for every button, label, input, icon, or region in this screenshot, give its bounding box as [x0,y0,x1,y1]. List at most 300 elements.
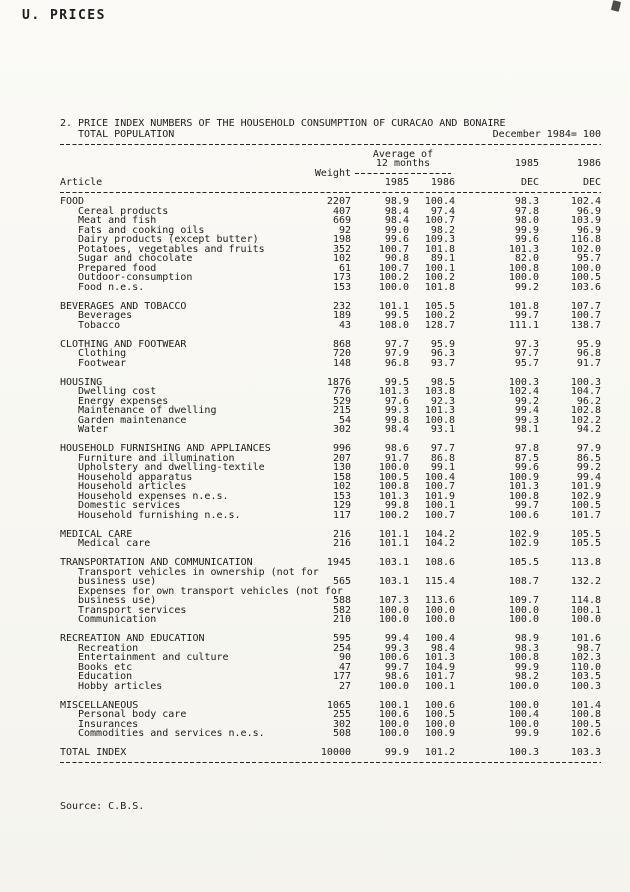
weight-cell: 216 [332,528,351,540]
weight-cell: 102 [332,481,351,492]
dec-1985-cell: 101.3 [508,481,539,492]
dec-1985-cell: 100.8 [508,490,539,502]
dec-1986-cell: 101.6 [570,633,601,644]
avg-1985-cell: 97.9 [384,348,409,359]
avg-1986-cell: 100.5 [424,709,455,720]
avg-1986-cell: 100.0 [424,614,455,625]
avg-1986-header: 1986 [430,177,455,188]
avg-1985-cell: 101.3 [378,490,409,502]
article-cell: BEVERAGES AND TOBACCO [60,300,187,312]
article-cell: Transport vehicles in ownership (not for [78,566,319,578]
avg-1986-cell: 128.7 [424,319,455,331]
dec-1986-cell: 101.7 [570,509,601,521]
avg-1985-cell: 101.1 [378,528,409,540]
weight-cell: 215 [332,405,351,416]
article-cell: Meat and fish [78,215,157,226]
avg-1985-cell: 99.9 [384,747,409,758]
avg-1986-cell: 104.2 [424,538,455,549]
dec-1986-cell: 100.5 [570,272,601,283]
dec-1985-header: DEC [520,177,539,188]
avg-1985-cell: 100.0 [378,604,409,616]
avg-1986-cell: 115.4 [424,576,455,587]
dec-1985-cell: 87.5 [514,452,539,464]
dec-1986-cell: 95.9 [576,338,601,350]
dec-1985-cell: 105.5 [508,557,539,568]
weight-cell: 407 [332,205,351,217]
dec-1985-cell: 99.2 [514,395,539,407]
dec-1986-cell: 103.5 [570,671,601,682]
dec-1986-cell: 100.5 [570,718,601,730]
avg-1986-cell: 89.1 [430,253,455,264]
avg-1986-cell: 99.1 [430,462,455,473]
dec-1985-cell: 97.7 [514,348,539,359]
weight-cell: 595 [332,633,351,644]
weight-cell: 776 [332,386,351,397]
avg-1985-cell: 100.0 [378,614,409,625]
avg-1985-cell: 98.9 [384,196,409,207]
article-cell: RECREATION AND EDUCATION [60,633,205,644]
dec-1986-cell: 104.7 [570,386,601,397]
avg-1985-cell: 108.0 [378,319,409,331]
avg-1985-cell: 100.0 [378,728,409,739]
dec-1986-year-header: 1986 [576,158,601,169]
table-row [60,359,601,369]
avg-1985-cell: 100.2 [378,272,409,283]
avg-1985-cell: 99.3 [384,642,409,654]
dec-1986-cell: 100.1 [570,604,601,616]
article-cell: Food n.e.s. [78,281,145,293]
avg-1985-cell: 97.7 [384,338,409,350]
dec-1985-cell: 100.0 [508,718,539,730]
weight-cell: 173 [332,272,351,283]
avg-1986-cell: 104.9 [424,661,455,673]
dec-1986-cell: 102.2 [570,414,601,426]
dec-1986-cell: 105.5 [570,538,601,549]
avg-1985-cell: 99.5 [384,310,409,321]
weight-cell: 868 [332,338,351,350]
avg-1986-cell: 100.1 [424,680,455,692]
article-cell: business use) [78,576,157,587]
table-row [60,539,601,549]
avg-1986-cell: 97.4 [430,205,455,217]
avg-1985-cell: 99.3 [384,405,409,416]
dec-1985-cell: 100.3 [508,376,539,388]
avg-1986-cell: 100.7 [424,215,455,226]
article-cell: Expenses for own transport vehicles (not for [78,585,343,597]
dec-1985-cell: 100.8 [508,262,539,274]
dec-1985-cell: 99.9 [514,728,539,739]
avg-1985-cell: 100.1 [378,699,409,711]
article-cell: Household apparatus [78,471,193,483]
dec-1985-cell: 99.4 [514,405,539,416]
avg-1986-cell: 105.5 [424,300,455,312]
article-cell: Upholstery and dwelling-textile [78,462,265,473]
avg-1985-cell: 100.2 [378,509,409,521]
weight-cell: 255 [332,709,351,720]
avg-1986-cell: 100.7 [424,481,455,492]
avg-1985-cell: 100.7 [378,243,409,255]
avg-1986-cell: 95.9 [430,338,455,350]
dec-1986-cell: 103.9 [570,215,601,226]
dec-1985-cell: 100.0 [508,699,539,711]
dec-1986-cell: 102.0 [570,243,601,255]
article-cell: Commodities and services n.e.s. [78,728,265,739]
article-cell: MEDICAL CARE [60,528,133,540]
avg-1985-cell: 99.8 [384,414,409,426]
avg-1986-cell: 100.2 [424,310,455,321]
weight-cell: 720 [332,348,351,359]
weight-cell: 996 [332,443,351,454]
dec-1985-cell: 98.3 [514,642,539,654]
avg-1986-cell: 93.7 [430,357,455,369]
dec-1985-cell: 102.9 [508,528,539,540]
dec-1986-cell: 101.9 [570,481,601,492]
article-cell: Maintenance of dwelling [78,405,217,416]
weight-column-header: Weight [314,167,351,179]
weight-cell: 1065 [326,699,351,711]
avg-1985-cell: 99.5 [384,376,409,388]
weight-cell: 302 [332,424,351,435]
avg-1985-cell: 91.7 [384,452,409,464]
table-row [60,615,601,625]
weight-cell: 153 [332,281,351,293]
article-cell: Garden maintenance [78,414,187,426]
article-cell: Insurances [78,718,139,730]
dec-1986-cell: 97.9 [576,443,601,454]
avg-1986-cell: 97.7 [430,443,455,454]
weight-cell: 302 [332,718,351,730]
dec-1986-cell: 86.5 [576,452,601,464]
avg-1985-cell: 90.8 [384,253,409,264]
weight-cell: 565 [332,576,351,587]
article-cell: TRANSPORTATION AND COMMUNICATION [60,557,253,568]
article-cell: Potatoes, vegetables and fruits [78,243,265,255]
avg-1985-cell: 100.8 [378,481,409,492]
avg-1985-cell: 101.1 [378,300,409,312]
weight-cell: 27 [338,680,351,692]
article-cell: HOUSING [60,376,103,388]
dec-1985-cell: 99.2 [514,281,539,293]
dec-1986-cell: 103.3 [570,747,601,758]
dec-1985-year-header: 1985 [514,158,539,169]
avg-1985-cell: 98.6 [384,671,409,682]
avg-1986-cell: 92.3 [430,395,455,407]
dec-1985-cell: 100.4 [508,709,539,720]
weight-cell: 508 [332,728,351,739]
table-row [60,321,601,331]
article-cell: Domestic services [78,500,181,511]
scan-artifact-mark [611,0,621,12]
article-cell: Footwear [78,357,127,369]
dec-1986-cell: 102.4 [570,196,601,207]
table-title-text: 2. PRICE INDEX NUMBERS OF THE HOUSEHOLD CONSUMPTION OF CURACAO AND BONAIRE [60,118,506,129]
base-period-note: December 1984= 100 [492,128,601,140]
dec-1986-cell: 105.5 [570,528,601,540]
dec-1986-cell: 100.5 [570,500,601,511]
article-cell: Dwelling cost [78,386,157,397]
article-cell: Household furnishing n.e.s. [78,509,241,521]
article-cell: Household articles [78,481,187,492]
weight-cell: 2207 [326,196,351,207]
avg-1985-cell: 100.5 [378,471,409,483]
article-cell: Cereal products [78,205,169,217]
avg-1985-cell: 100.7 [378,262,409,274]
weight-cell: 207 [332,452,351,464]
dec-1986-cell: 100.3 [570,680,601,692]
dec-1986-cell: 132.2 [570,576,601,587]
article-cell: Communication [78,614,157,625]
dec-1985-cell: 100.0 [508,604,539,616]
article-cell: Entertainment and culture [78,652,229,663]
article-cell: Tobacco [78,319,121,331]
weight-cell: 1876 [326,376,351,388]
avg-1986-cell: 103.8 [424,386,455,397]
weight-cell: 177 [332,671,351,682]
divider [60,758,601,768]
source-note: Source: C.B.S. [60,801,145,812]
avg-1985-cell: 101.1 [378,538,409,549]
weight-cell: 1945 [326,557,351,568]
avg-1986-cell: 100.0 [424,718,455,730]
table-subtitle-text: TOTAL POPULATION [78,128,175,140]
dec-1985-cell: 98.3 [514,196,539,207]
article-cell: Recreation [78,642,139,654]
dec-1985-cell: 99.9 [514,661,539,673]
avg-1985-cell: 99.0 [384,224,409,236]
dec-1985-cell: 99.7 [514,500,539,511]
avg-1986-cell: 108.6 [424,557,455,568]
avg-1986-cell: 109.3 [424,234,455,245]
avg-1986-cell: 101.3 [424,652,455,663]
avg-1986-cell: 100.4 [424,633,455,644]
dec-1985-cell: 100.6 [508,509,539,521]
dec-1985-cell: 102.4 [508,386,539,397]
avg-1986-cell: 100.4 [424,471,455,483]
avg-1985-cell: 98.4 [384,424,409,435]
avg-1986-cell: 100.0 [424,604,455,616]
avg-1986-cell: 101.3 [424,405,455,416]
dec-1986-cell: 102.8 [570,405,601,416]
article-cell: Sugar and chocolate [78,253,193,264]
avg-1986-cell: 101.8 [424,281,455,293]
dec-1985-cell: 99.7 [514,310,539,321]
dec-1985-cell: 98.1 [514,424,539,435]
avg-group-underline [351,169,455,179]
avg-1986-cell: 86.8 [430,452,455,464]
dec-1986-header: DEC [582,177,601,188]
avg-1986-cell: 98.4 [430,642,455,654]
weight-cell: 153 [332,490,351,502]
avg-1985-cell: 96.8 [384,357,409,369]
dec-1985-cell: 99.3 [514,414,539,426]
dec-1986-cell: 95.7 [576,253,601,264]
divider [60,188,601,198]
avg-1986-cell: 100.4 [424,196,455,207]
weight-cell: 529 [332,395,351,407]
table-title-line1 [60,119,601,130]
dec-1985-cell: 97.8 [514,443,539,454]
weight-cell: 232 [332,300,351,312]
article-cell: Transport services [78,604,187,616]
dec-1985-cell: 100.0 [508,680,539,692]
dec-1985-cell: 108.7 [508,576,539,587]
avg-1985-cell: 100.6 [378,652,409,663]
avg-1986-cell: 96.3 [430,348,455,359]
weight-cell: 582 [332,604,351,616]
article-cell: Medical care [78,538,151,549]
table-row [60,729,601,739]
weight-cell: 352 [332,243,351,255]
article-cell: Personal body care [78,709,187,720]
dec-1985-cell: 100.3 [508,747,539,758]
weight-cell: 198 [332,234,351,245]
weight-cell: 216 [332,538,351,549]
dec-1986-cell: 98.7 [576,642,601,654]
dec-1986-cell: 94.2 [576,424,601,435]
avg-1986-cell: 101.9 [424,490,455,502]
dec-1985-cell: 102.9 [508,538,539,549]
avg-1986-cell: 100.6 [424,699,455,711]
article-cell: Fats and cooking oils [78,224,205,236]
weight-cell: 158 [332,471,351,483]
article-cell: business use) [78,595,157,606]
dec-1986-cell: 102.6 [570,728,601,739]
dec-1986-cell: 100.0 [570,262,601,274]
avg-1985-header: 1985 [384,177,409,188]
avg-1986-cell: 101.8 [424,243,455,255]
dec-1985-cell: 111.1 [508,319,539,331]
article-cell: CLOTHING AND FOOTWEAR [60,338,187,350]
avg-1985-cell: 99.7 [384,661,409,673]
avg-1985-cell: 98.6 [384,443,409,454]
dec-1986-cell: 103.6 [570,281,601,293]
table-row [60,425,601,435]
weight-cell: 90 [338,652,351,663]
dec-1985-cell: 101.3 [508,243,539,255]
price-index-table [60,119,601,812]
avg-group-header-line1: Average of [372,148,434,160]
dec-1986-cell: 100.7 [570,310,601,321]
avg-1985-cell: 97.6 [384,395,409,407]
avg-1986-cell: 100.1 [424,262,455,274]
dec-1986-cell: 96.8 [576,348,601,359]
dec-1986-cell: 116.8 [570,234,601,245]
article-cell: Dairy products (except butter) [78,234,259,245]
dec-1985-cell: 95.7 [514,357,539,369]
dec-1985-cell: 109.7 [508,595,539,606]
weight-cell: 61 [338,262,351,274]
article-cell: TOTAL INDEX [60,747,127,758]
weight-cell: 148 [332,357,351,369]
avg-1986-cell: 93.1 [430,424,455,435]
dec-1986-cell: 114.8 [570,595,601,606]
dec-1986-cell: 102.9 [570,490,601,502]
dec-1985-cell: 98.2 [514,671,539,682]
dec-1986-cell: 138.7 [570,319,601,331]
table-body [60,197,601,758]
avg-1985-cell: 100.6 [378,709,409,720]
avg-1986-cell: 100.8 [424,414,455,426]
avg-1985-cell: 99.6 [384,234,409,245]
article-cell: FOOD [60,196,85,207]
avg-1985-cell: 100.0 [378,281,409,293]
article-cell: Books etc [78,661,133,673]
article-cell: Hobby articles [78,680,163,692]
dec-1985-cell: 99.9 [514,224,539,236]
avg-1986-cell: 100.1 [424,500,455,511]
avg-1986-cell: 113.6 [424,595,455,606]
article-cell: Clothing [78,348,127,359]
avg-1985-cell: 98.4 [384,205,409,217]
table-row [60,682,601,692]
weight-cell: 130 [332,462,351,473]
header-row-4 [60,178,601,188]
avg-1985-cell: 100.0 [378,462,409,473]
article-cell: Outdoor-consumption [78,272,193,283]
weight-cell: 117 [332,509,351,521]
avg-group-header-line2: 12 months [375,158,431,169]
divider [60,140,601,150]
dec-1985-cell: 82.0 [514,253,539,264]
weight-cell: 588 [332,595,351,606]
dec-1986-cell: 100.0 [570,614,601,625]
weight-cell: 102 [332,253,351,264]
weight-cell: 43 [338,319,351,331]
avg-1985-cell: 100.0 [378,680,409,692]
avg-1986-cell: 98.5 [430,376,455,388]
article-cell: MISCELLANEOUS [60,699,139,711]
avg-1986-cell: 100.2 [424,272,455,283]
dec-1986-cell: 110.0 [570,661,601,673]
dec-1986-cell: 107.7 [570,300,601,312]
avg-1985-cell: 98.4 [384,215,409,226]
article-cell: Prepared food [78,262,157,274]
dec-1985-cell: 97.8 [514,205,539,217]
dec-1985-cell: 98.0 [514,215,539,226]
avg-1985-cell: 103.1 [378,576,409,587]
article-cell: Beverages [78,310,133,321]
weight-cell: 10000 [320,747,351,758]
dec-1986-cell: 99.2 [576,462,601,473]
dec-1986-cell: 96.9 [576,224,601,236]
article-column-header: Article [60,177,103,188]
dec-1985-cell: 100.9 [508,471,539,483]
avg-1985-cell: 99.8 [384,500,409,511]
dec-1986-cell: 113.8 [570,557,601,568]
avg-1985-cell: 99.4 [384,633,409,644]
table-row [60,748,601,758]
article-cell: Water [78,424,109,435]
dec-1985-cell: 101.8 [508,300,539,312]
page-title: U. PRICES [22,8,106,23]
dec-1985-cell: 100.8 [508,652,539,663]
table-row [60,283,601,293]
avg-1985-cell: 101.3 [378,386,409,397]
article-cell: Household expenses n.e.s. [78,490,229,502]
avg-1986-cell: 100.9 [424,728,455,739]
avg-1986-cell: 101.2 [424,747,455,758]
dec-1985-cell: 97.3 [514,338,539,350]
dec-1986-cell: 102.3 [570,652,601,663]
avg-1985-cell: 100.0 [378,718,409,730]
dec-1986-cell: 100.8 [570,709,601,720]
article-cell: Energy expenses [78,395,169,407]
dec-1986-cell: 100.3 [570,376,601,388]
weight-cell: 189 [332,310,351,321]
dec-1986-cell: 96.2 [576,395,601,407]
dec-1985-cell: 98.9 [514,633,539,644]
avg-1986-cell: 101.7 [424,671,455,682]
